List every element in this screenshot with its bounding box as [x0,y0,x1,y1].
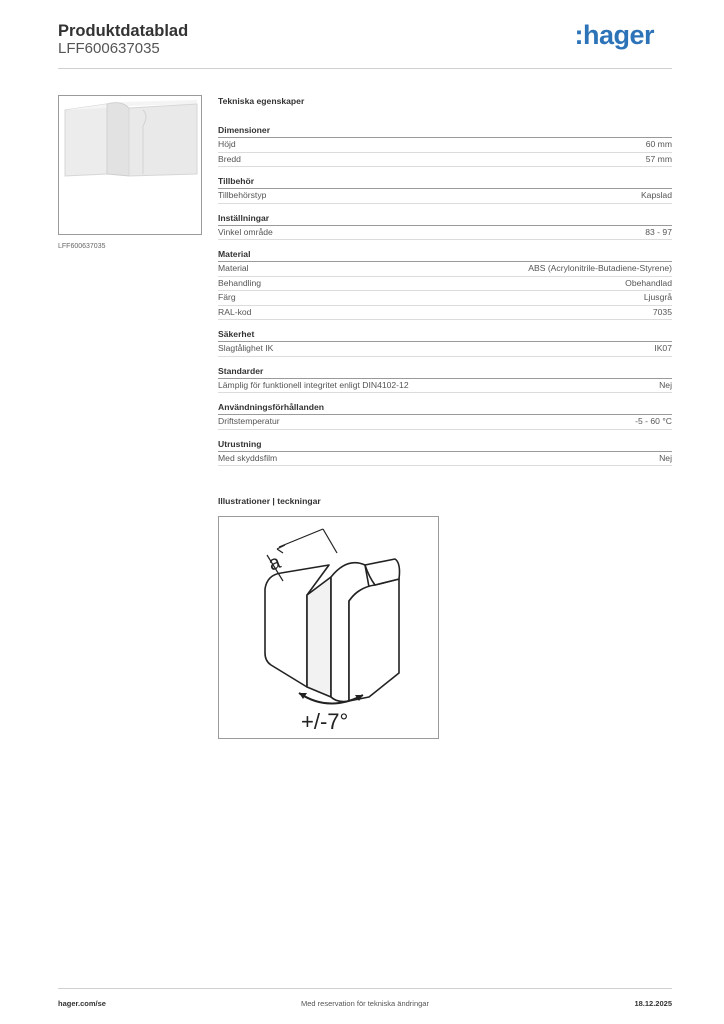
property-row [218,452,672,467]
illustrations-title: Illustrationer | teckningar [218,496,321,506]
page-footer [58,988,672,1019]
footer-date: 18.12.2025 [634,999,672,1008]
group-title: Material [218,249,672,262]
group-title: Utrustning [218,439,672,452]
property-row [218,277,672,292]
property-label: Med skyddsfilm [218,452,278,463]
property-row [218,138,672,153]
property-row [218,306,672,321]
group-title: Säkerhet [218,329,672,342]
product-photo-image [59,96,201,234]
dimension-label: a [265,550,284,576]
group-title: Tillbehör [218,176,672,189]
property-row [218,153,672,168]
property-row [218,189,672,204]
property-value: Ljusgrå [643,292,672,302]
technical-properties [218,96,672,466]
group-title: Inställningar [218,213,672,226]
angle-label: +/-7° [301,709,349,734]
property-label: Höjd [218,139,236,149]
property-label: Bredd [218,153,241,164]
property-value: ABS (Acrylonitrile-Butadiene-Styrene) [528,263,672,273]
document-title: Produktdatablad [58,22,189,40]
property-value: Nej [659,379,672,390]
property-value: -5 - 60 °C [635,416,672,426]
group-title: Användningsförhållanden [218,402,672,415]
properties-title: Tekniska egenskaper [218,96,305,106]
property-label: Material [218,263,249,273]
product-photo [58,95,202,235]
property-row [218,342,672,357]
property-value: Kapslad [640,190,672,200]
property-label: Tillbehörstyp [218,190,267,200]
property-label: Lämplig för funktionell integritet enligt DIN4102-12 [218,379,409,390]
property-value: Obehandlad [625,277,672,288]
page-header [58,20,672,69]
photo-caption: LFF600637035 [58,243,106,250]
property-value: IK07 [654,343,672,353]
property-value: 83 - 97 [645,226,672,237]
property-label: Behandling [218,277,262,288]
product-code: LFF600637035 [58,40,160,57]
property-value: 7035 [652,306,672,317]
property-row [218,262,672,277]
group-title: Dimensioner [218,125,672,138]
property-row [218,379,672,394]
property-row [218,415,672,430]
property-label: RAL-kod [218,306,252,317]
property-label: Vinkel område [218,226,273,237]
property-value: 57 mm [645,153,672,164]
property-label: Färg [218,292,236,302]
footer-website: hager.com/se [58,999,106,1008]
property-value: 60 mm [645,139,672,149]
group-title: Standarder [218,366,672,379]
footer-disclaimer: Med reservation för tekniska ändringar [301,999,429,1008]
illustration-drawing [218,516,439,739]
property-groups [218,125,672,466]
technical-drawing [219,517,438,738]
property-row [218,226,672,241]
property-label: Slagtålighet IK [218,343,274,353]
hager-logo: :hager [574,20,654,50]
property-row [218,291,672,306]
property-value: Nej [659,452,672,463]
property-label: Driftstemperatur [218,416,280,426]
